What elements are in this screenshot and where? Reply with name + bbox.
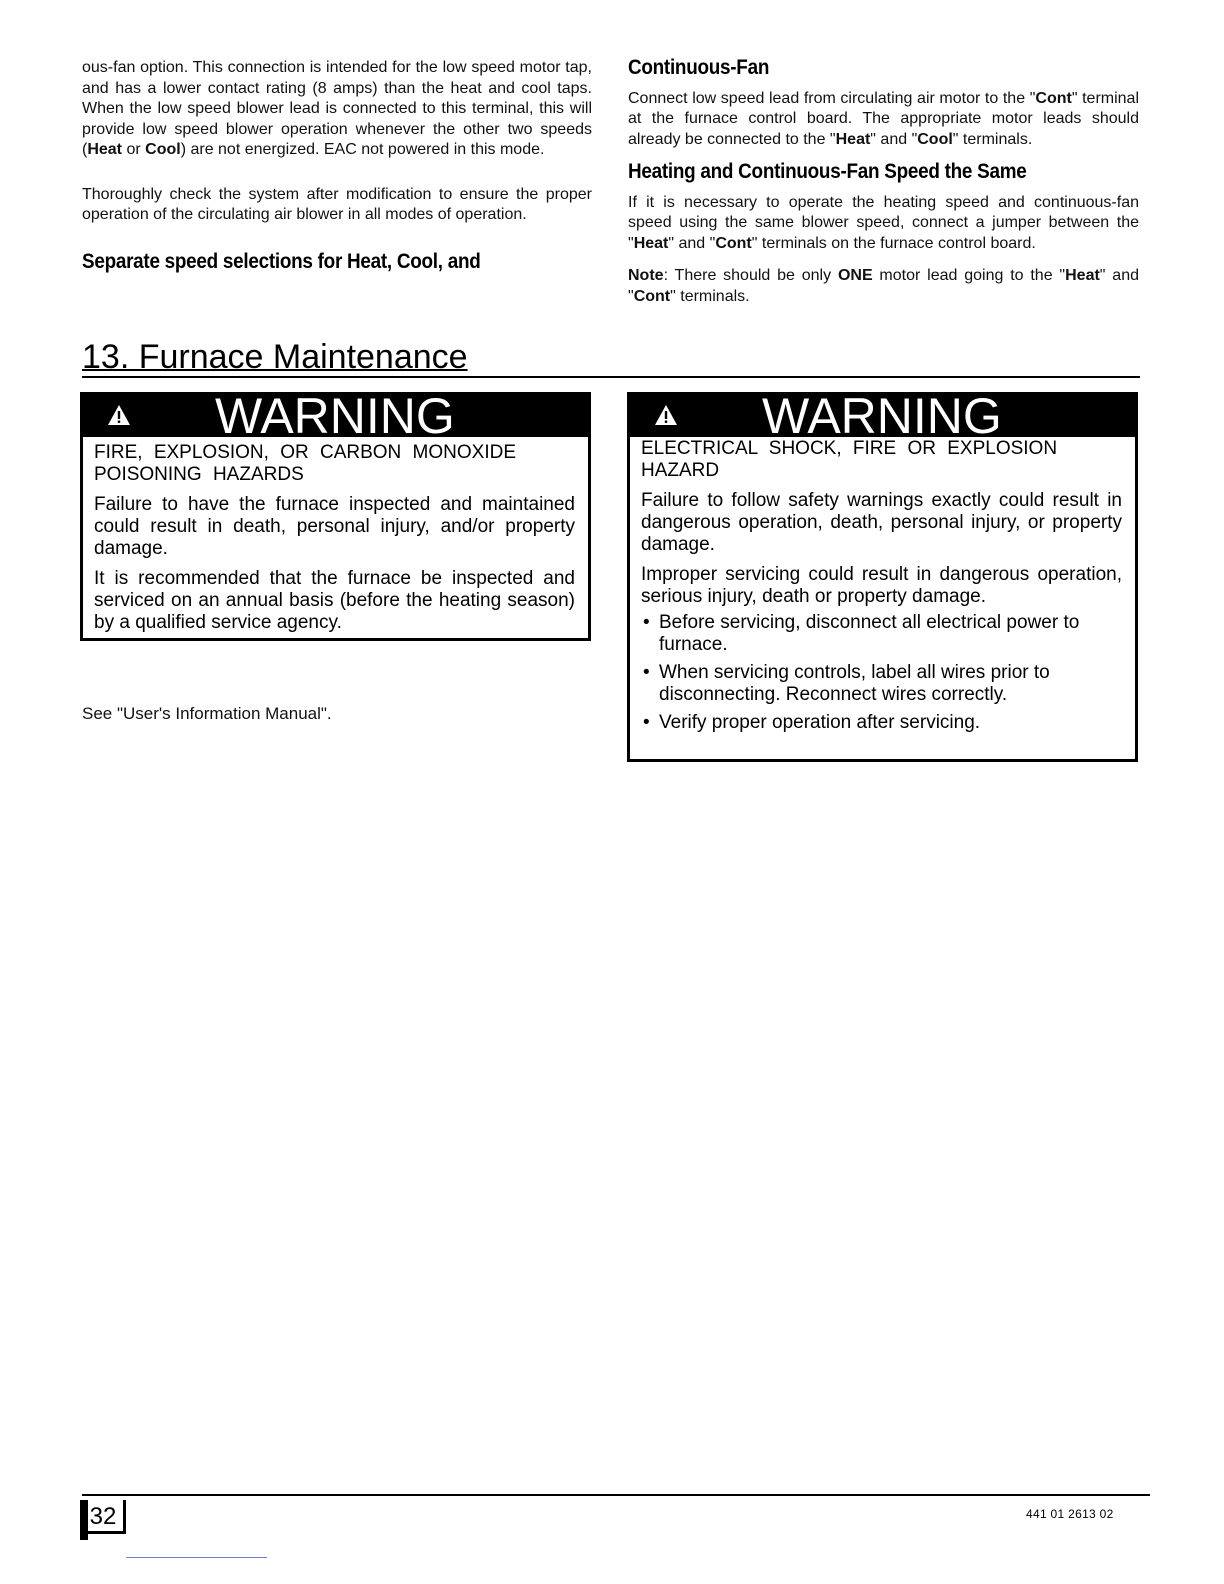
warning-bullet: • Before servicing, disconnect all electrical power to furnace. <box>641 612 1122 656</box>
see-manual-text: See "User's Information Manual". <box>82 704 332 723</box>
hazard-heading: FIRE, EXPLOSION, OR CARBON MONOXIDE POISONING HAZARDS <box>94 442 517 485</box>
warning-paragraph: Improper servicing could result in dangerous operation, serious injury, death or property damage. <box>641 564 1122 607</box>
warning-triangle-icon <box>654 404 678 426</box>
page-number: 32 <box>80 1500 126 1534</box>
left-column <box>82 58 592 272</box>
same-speed-paragraph: If it is necessary to operate the heating speed and continuous-fan speed using the same blower speed, connect a jumper between the "Heat" and "Cont" terminals on the furnace control board. <box>628 193 1139 252</box>
warning-bullet: • When servicing controls, label all wires prior to disconnecting. Reconnect wires correctly. <box>641 662 1122 706</box>
warning-header <box>630 388 1135 444</box>
continuous-fan-option-paragraph: ous-fan option. This connection is intended for the low speed motor tap, and has a lower contact rating (8 amps) than the heat and cool taps. When the low speed blower lead is connected to this terminal, this will provide low speed blower operation whenever the other two speeds (Heat or Cool) are not energized. EAC not powered in this mode. <box>82 59 592 158</box>
right-column <box>628 58 1139 307</box>
warning-box-right <box>627 388 1138 762</box>
warning-paragraph: Failure to follow safety warnings exactly could result in dangerous operation, death, personal injury, or property damage. <box>641 490 1122 555</box>
warning-bullet-list <box>641 612 1122 734</box>
section-title: 13. Furnace Maintenance <box>82 338 1140 378</box>
separate-speed-subheading: Separate speed selections for Heat, Cool, and <box>82 249 481 273</box>
continuous-fan-heading: Continuous-Fan <box>628 56 770 79</box>
warning-header <box>83 388 588 444</box>
warning-paragraph: Failure to have the furnace inspected and maintained could result in death, personal injury, and/or property damage. <box>94 494 575 559</box>
check-system-paragraph: Thoroughly check the system after modification to ensure the proper operation of the circulating air blower in all modes of operation. <box>82 185 592 223</box>
continuous-fan-paragraph: Connect low speed lead from circulating air motor to the "Cont" terminal at the furnace control board. The appropriate motor leads should already be connected to the "Heat" and "Cool" terminals. <box>628 89 1140 148</box>
scan-artifact-line <box>126 1557 267 1558</box>
footer-rule <box>82 1494 1150 1496</box>
warning-bullet: • Verify proper operation after servicing. <box>641 712 1122 734</box>
warning-body <box>83 437 588 640</box>
document-code: 441 01 2613 02 <box>1026 1507 1114 1521</box>
hazard-heading: ELECTRICAL SHOCK, FIRE OR EXPLOSION HAZARD <box>641 438 1058 481</box>
warning-title: WARNING <box>215 388 455 444</box>
warning-title: WARNING <box>762 388 1002 444</box>
warning-paragraph: It is recommended that the furnace be inspected and serviced on an annual basis (before the heating season) by a qualified service agency. <box>94 568 575 633</box>
note-paragraph: Note: There should be only ONE motor lead going to the "Heat" and "Cont" terminals. <box>628 267 1139 305</box>
warning-body <box>630 437 1135 746</box>
warning-box-left <box>80 388 591 641</box>
warning-triangle-icon <box>107 404 131 426</box>
heating-continuous-fan-heading: Heating and Continuous-Fan Speed the Same <box>628 160 1027 183</box>
